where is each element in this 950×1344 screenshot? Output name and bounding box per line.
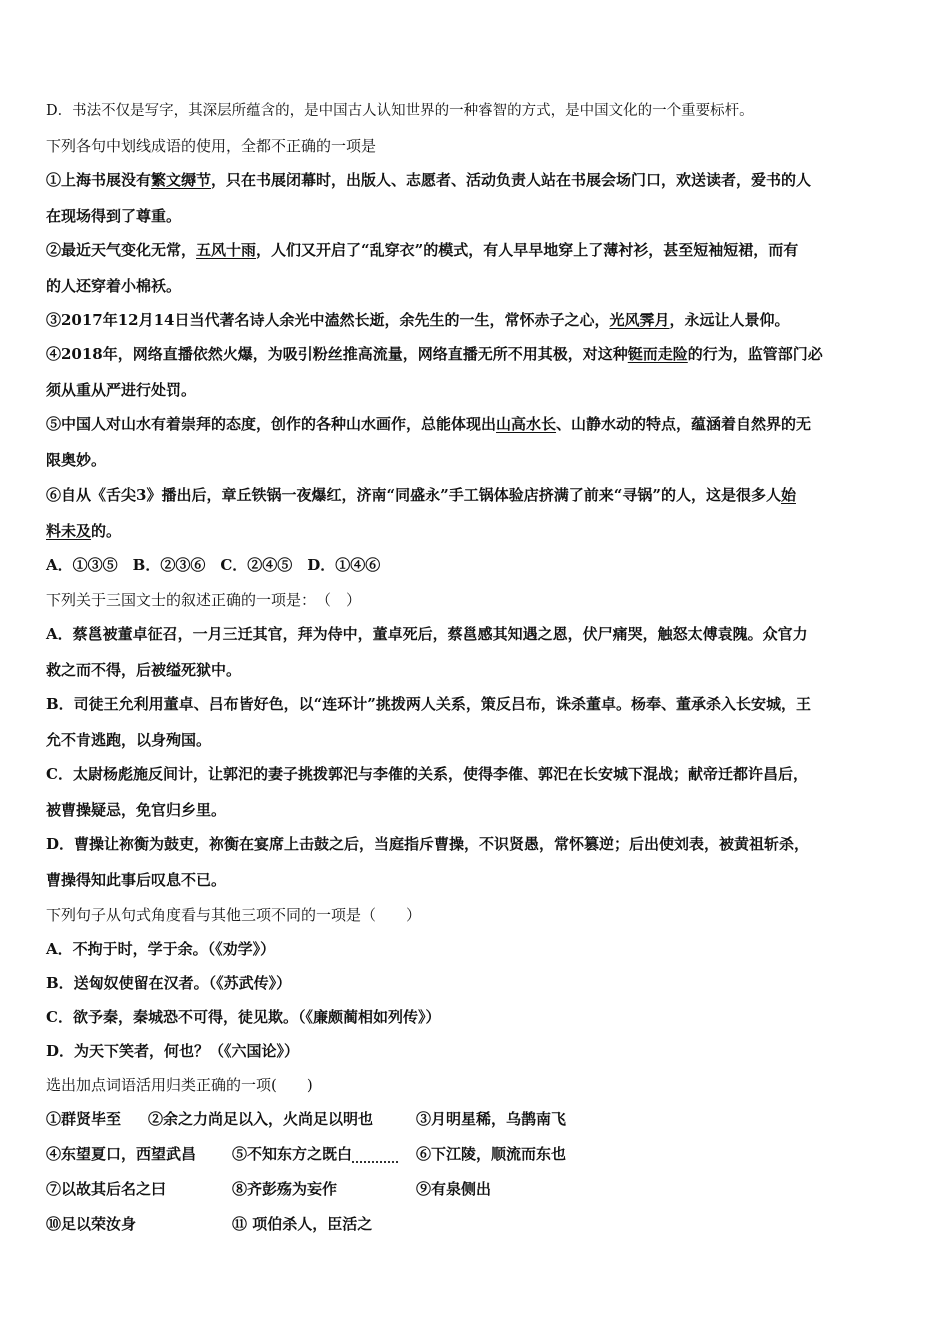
idiom-underlined: 繁文缛节 bbox=[151, 171, 212, 189]
q4-item-7: ⑦以故其后名之曰 bbox=[46, 1180, 167, 1198]
q4-item-8: ⑧齐彭殇为妄作 bbox=[232, 1180, 338, 1198]
q4-item-11: ⑪ 项伯杀人，臣活之 bbox=[232, 1215, 373, 1233]
q1-sentence-3: ③2017年12月14日当代著名诗人余光中溘然长逝，余先生的一生，常怀赤子之心，光风霁月，永远让人景仰。 bbox=[46, 311, 790, 329]
q2-option-d-cont: 曹操得知此事后叹息不已。 bbox=[46, 871, 227, 889]
q1-sentence-5: ⑤中国人对山水有着崇拜的态度，创作的各种山水画作，总能体现出山高水长、山静水动的特点，蕴涵着自然界的无 bbox=[46, 415, 812, 433]
idiom-underlined-start: 始 bbox=[780, 486, 796, 504]
q1-sentence-6-cont: 料未及的。 bbox=[46, 522, 122, 540]
q3-option-c: C．欲予秦，秦城恐不可得，徒见欺。（《廉颇蔺相如列传》） bbox=[46, 1008, 441, 1026]
idiom-underlined: 山高水长 bbox=[496, 415, 557, 433]
q1-sentence-1: ①上海书展没有繁文缛节，只在书展闭幕时，出版人、志愿者、活动负责人站在书展会场门口，欢送读者，爱书的人 bbox=[46, 171, 812, 189]
q3-stem: 下列句子从句式角度看与其他三项不同的一项是（ ） bbox=[46, 906, 422, 924]
idiom-underlined: 光风霁月 bbox=[609, 311, 670, 329]
q4-item-4: ④东望夏口，西望武昌 bbox=[46, 1145, 197, 1163]
q3-option-b: B．送匈奴使留在汉者。（《苏武传》） bbox=[46, 974, 292, 992]
q2-option-c-cont: 被曹操疑忌，免官归乡里。 bbox=[46, 801, 227, 819]
q4-item-5: ⑤不知东方之既白 bbox=[232, 1143, 398, 1165]
q3-option-a: A．不拘于时，学于余。（《劝学》） bbox=[46, 940, 276, 958]
q2-option-a: A．蔡邕被董卓征召，一月三迁其官，拜为侍中，董卓死后，蔡邕感其知遇之恩，伏尸痛哭，触怒太傅袁隗。众官力 bbox=[46, 625, 808, 643]
q4-item-6: ⑥下江陵，顺流而东也 bbox=[416, 1145, 567, 1163]
q1-sentence-1-cont: 在现场得到了尊重。 bbox=[46, 207, 182, 225]
q2-option-d: D．曹操让祢衡为鼓吏，祢衡在宴席上击鼓之后，当庭指斥曹操，不识贤愚，常怀篡逆；后出使刘表，被黄祖斩杀， bbox=[46, 835, 810, 853]
q1-sentence-5-cont: 限奥妙。 bbox=[46, 451, 107, 469]
q1-options: A．①③⑤ B．②③⑥ C．②④⑤ D．①④⑥ bbox=[46, 556, 381, 574]
q1-sentence-2: ②最近天气变化无常，五风十雨，人们又开启了“乱穿衣”的模式，有人早早地穿上了薄衬衫，甚至短袖短裙，而有 bbox=[46, 241, 799, 259]
q4-stem: 选出加点词语活用归类正确的一项( ) bbox=[46, 1076, 313, 1094]
q2-stem: 下列关于三国文士的叙述正确的一项是： （ ） bbox=[46, 591, 362, 609]
q1-stem: 下列各句中划线成语的使用，全都不正确的一项是 bbox=[46, 137, 377, 155]
q4-item-10: ⑩足以荣汝身 bbox=[46, 1215, 137, 1233]
emphasis-dots bbox=[352, 1147, 398, 1163]
q4-item-9: ⑨有泉侧出 bbox=[416, 1180, 492, 1198]
q4-item-2: ②余之力尚足以入，火尚足以明也 bbox=[148, 1110, 374, 1128]
q3-option-d: D．为天下笑者，何也？（《六国论》） bbox=[46, 1042, 300, 1060]
q1-sentence-6: ⑥自从《舌尖3》播出后，章丘铁锅一夜爆红，济南“同盛永”手工锅体验店挤满了前来“寻锅”的人，这是很多人始 bbox=[46, 486, 796, 504]
q1-sentence-2-cont: 的人还穿着小棉袄。 bbox=[46, 277, 182, 295]
q2-option-c: C．太尉杨彪施反间计，让郭汜的妻子挑拨郭汜与李傕的关系，使得李傕、郭汜在长安城下混战；献帝迁都许昌后， bbox=[46, 765, 808, 783]
q2-option-b-cont: 允不肯逃跑，以身殉国。 bbox=[46, 731, 212, 749]
idiom-underlined: 铤而走险 bbox=[627, 345, 688, 363]
q2-option-a-cont: 救之而不得，后被缢死狱中。 bbox=[46, 661, 242, 679]
q4-item-1: ①群贤毕至 bbox=[46, 1110, 122, 1128]
q1-sentence-4: ④2018年，网络直播依然火爆，为吸引粉丝推高流量，网络直播无所不用其极，对这种铤而走险的行为，监管部门必 bbox=[46, 345, 823, 363]
q1-sentence-4-cont: 须从重从严进行处罚。 bbox=[46, 381, 197, 399]
q2-option-b: B．司徒王允利用董卓、吕布皆好色，以“连环计”挑拨两人关系，策反吕布，诛杀董卓。杨奉、董承杀入长安城，王 bbox=[46, 695, 811, 713]
option-d-calligraphy: D．书法不仅是写字，其深层所蕴含的，是中国古人认知世界的一种睿智的方式，是中国文化的一个重要标杆。 bbox=[46, 103, 754, 119]
q4-item-3: ③月明星稀，乌鹊南飞 bbox=[416, 1110, 567, 1128]
idiom-underlined: 五风十雨 bbox=[196, 241, 257, 259]
idiom-underlined-end: 料未及 bbox=[46, 522, 92, 540]
